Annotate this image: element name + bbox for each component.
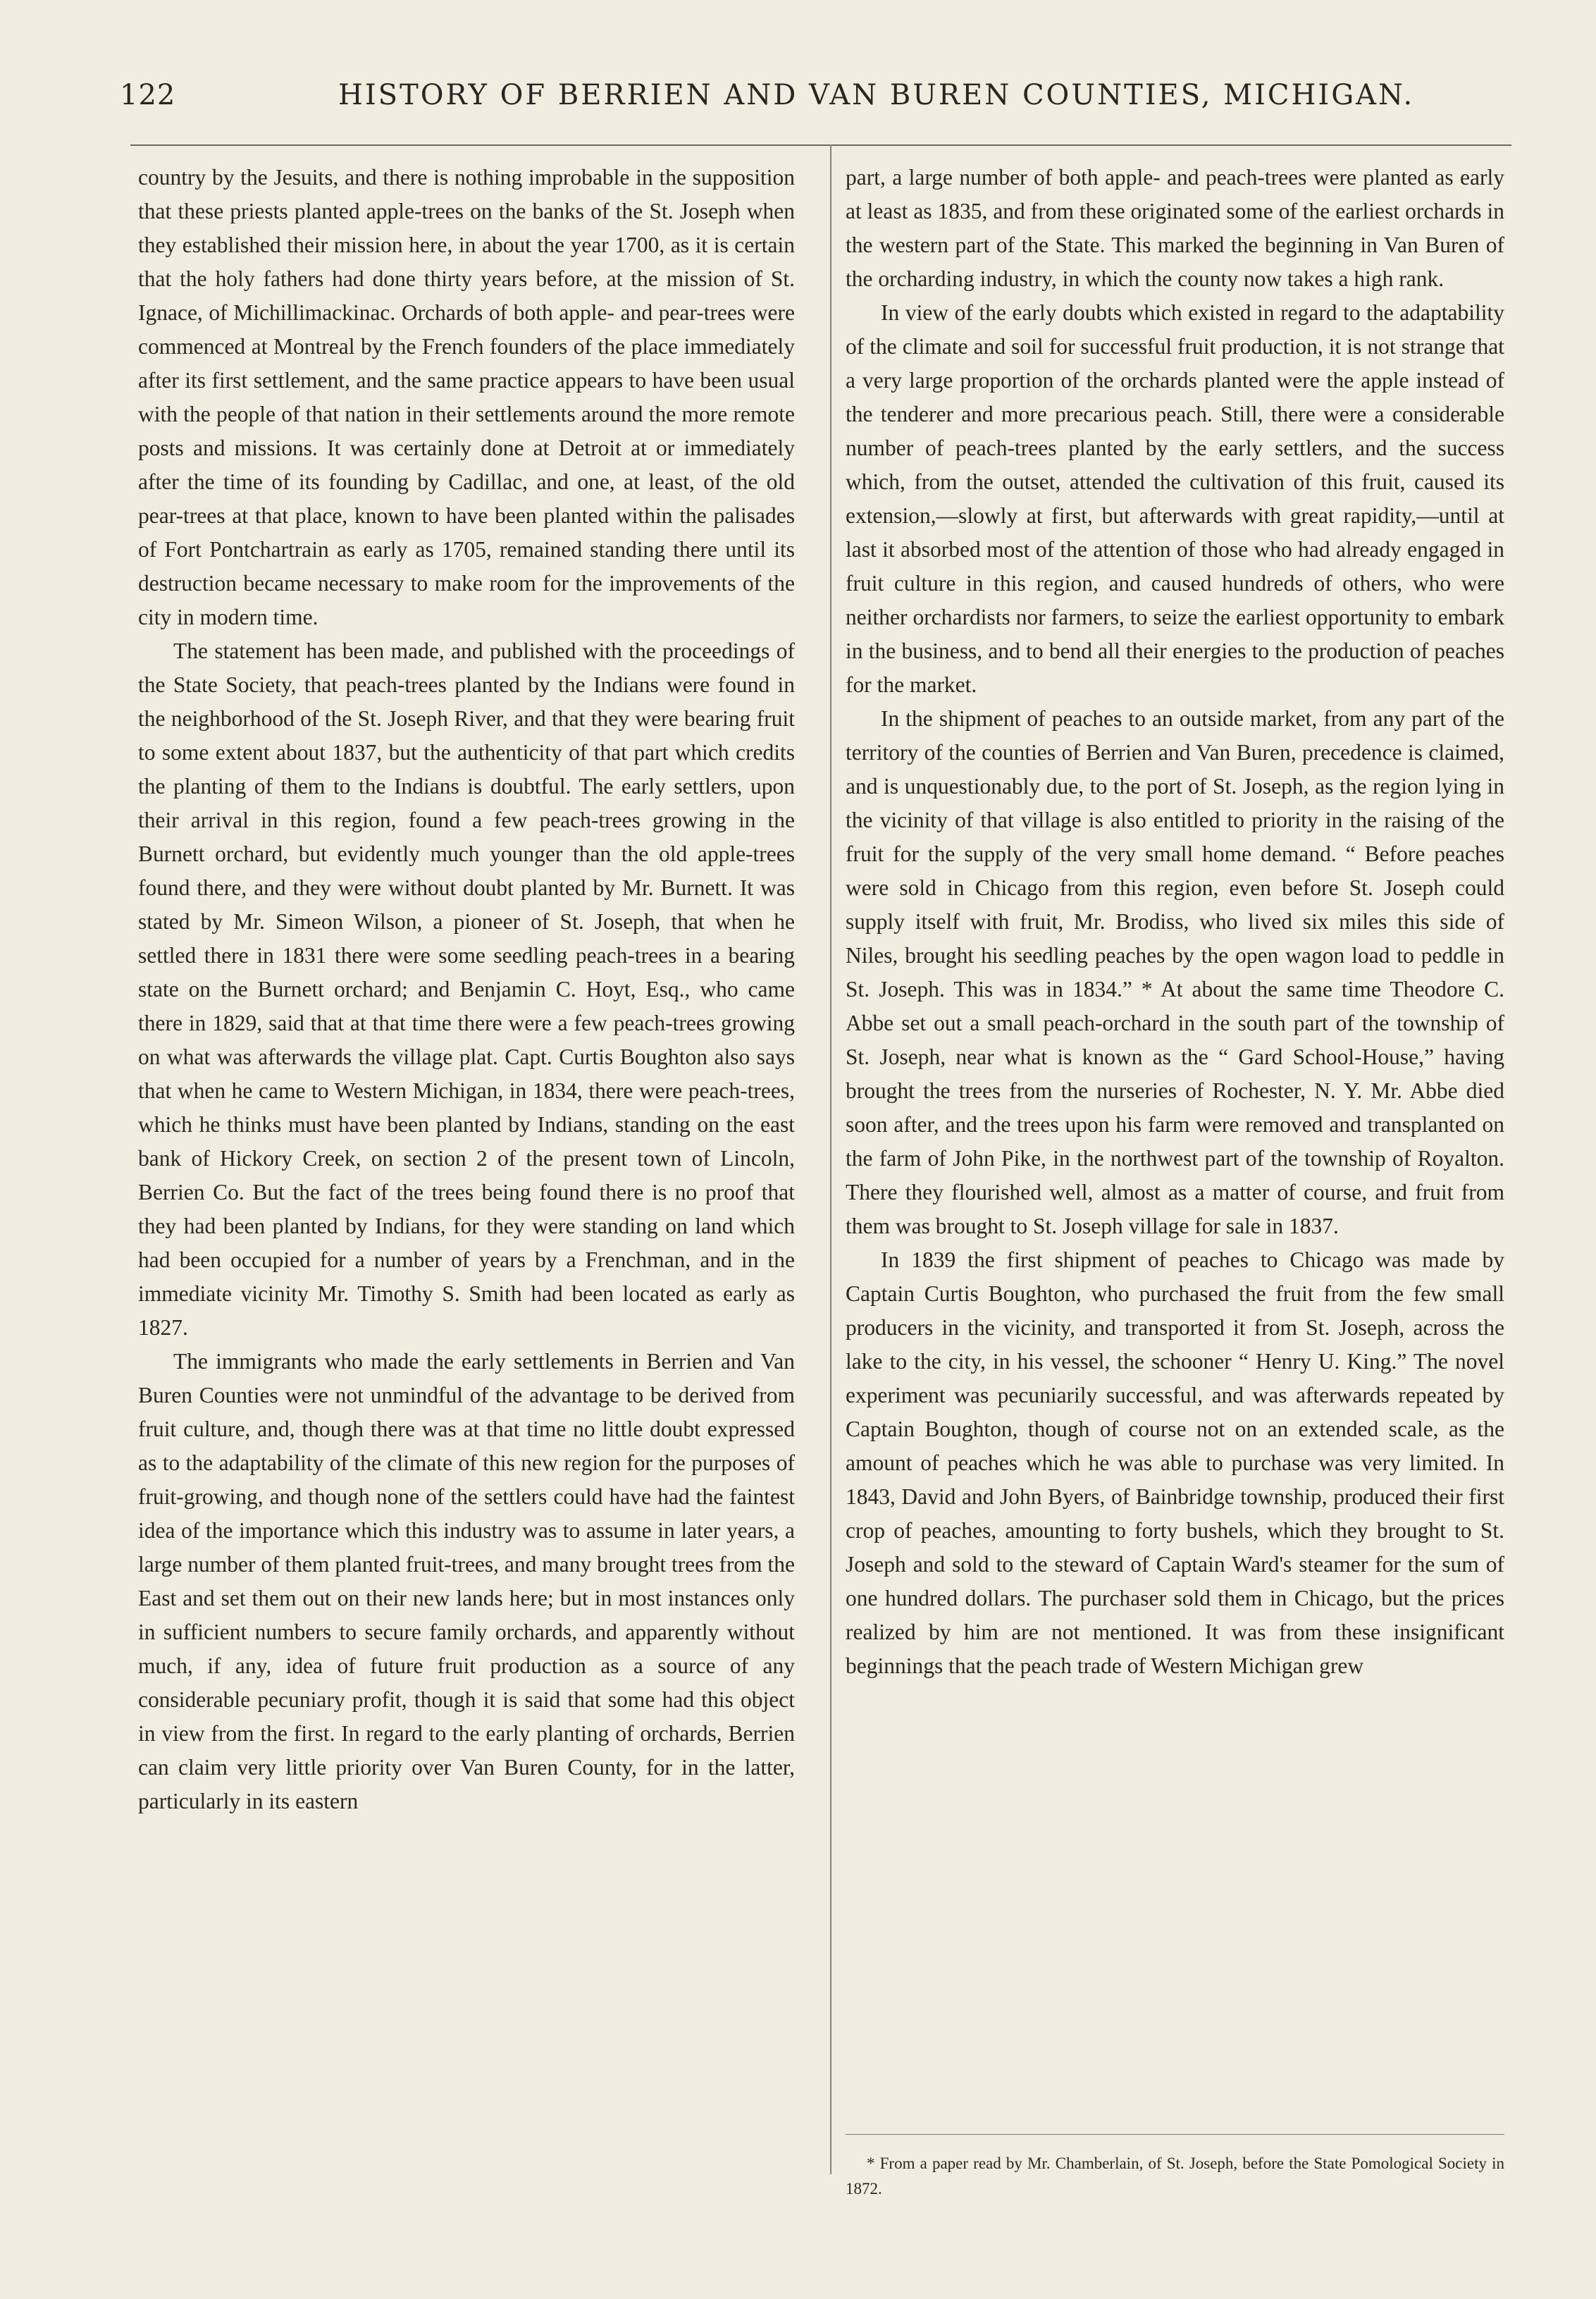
body-paragraph: country by the Jesuits, and there is nothing improbable in the supposition that these priests planted apple-trees on the banks of the St. Joseph when they established their mission here, in about the year 1700, as it is certain that the holy fathers had done thirty years before, at the mission of St. Ignace, of Michillimackinac. Orchards of both apple- and pear-trees were commenced at Montreal by the French founders of the place immediately after its first settlement, and the same practice appears to have been usual with the people of that nation in their settlements around the more remote posts and missions. It was certainly done at Detroit at or immediately after the time of its founding by Cadillac, and one, at least, of the old pear-trees at that place, known to have been planted within the palisades of Fort Pontchartrain as early as 1705, remained standing there until its destruction became necessary to make room for the improvements of the city in modern time. [138, 165, 795, 629]
body-paragraph: In the shipment of peaches to an outside market, from any part of the territory of the counties of Berrien and Van Buren, precedence is claimed, and is unquestionably due, to the port of St. Joseph, as the region lying in the vicinity of that village is also entitled to priority in the raising of the fruit for the supply of the very small home demand. “ Before peaches were sold in Chicago from this region, even before St. Joseph could supply itself with fruit, Mr. Brodiss, who lived six miles this side of Niles, brought his seedling peaches by the open wagon load to peddle in St. Joseph. This was in 1834.” * At about the same time Theodore C. Abbe set out a small peach-orchard in the south part of the township of St. Joseph, near what is known as the “ Gard School-House,” having brought the trees from the nurseries of Rochester, N. Y. Mr. Abbe died soon after, and the trees upon his farm were removed and transplanted on the farm of John Pike, in the northwest part of the township of Royalton. There they flourished well, almost as a matter of course, and fruit from them was brought to St. Joseph village for sale in 1837. [846, 706, 1504, 1238]
column-divider [830, 144, 831, 2174]
left-column [138, 161, 795, 1818]
right-column [846, 161, 1504, 1683]
page-number: 122 [120, 79, 176, 111]
body-paragraph: part, a large number of both apple- and peach-trees were planted as early at least as 1835, and from these originated some of the earliest orchards in the western part of the State. This marked the beginning in Van Buren of the orcharding industry, in which the county now takes a high rank. [846, 165, 1504, 291]
running-title: HISTORY OF BERRIEN AND VAN BUREN COUNTIES, MICHIGAN. [338, 79, 1415, 111]
body-paragraph: The immigrants who made the early settlements in Berrien and Van Buren Counties were not unmindful of the advantage to be derived from fruit culture, and, though there was at that time no little doubt expressed as to the adaptability of the climate of this new region for the purposes of fruit-growing, and though none of the settlers could have had the faintest idea of the importance which this industry was to assume in later years, a large number of them planted fruit-trees, and many brought trees from the East and set them out on their new lands here; but in most instances only in sufficient numbers to secure family orchards, and apparently without much, if any, idea of future fruit production as a source of any considerable pecuniary profit, though it is said that some had this object in view from the first. In regard to the early planting of orchards, Berrien can claim very little priority over Van Buren County, for in the latter, particularly in its eastern [138, 1349, 795, 1813]
body-paragraph: In view of the early doubts which existed in regard to the adaptability of the climate and soil for successful fruit production, it is not strange that a very large proportion of the orchards planted were the apple instead of the tenderer and more precarious peach. Still, there were a considerable number of peach-trees planted by the early settlers, and the success which, from the outset, attended the cultivation of this fruit, caused its extension,—slowly at first, but afterwards with great rapidity,—until at last it absorbed most of the attention of those who had already engaged in fruit culture in this region, and caused hundreds of others, who were neither orchardists nor farmers, to seize the earliest opportunity to embark in the business, and to bend all their energies to the production of peaches for the market. [846, 300, 1504, 697]
body-paragraph: The statement has been made, and published with the proceedings of the State Society, that peach-trees planted by the Indians were found in the neighborhood of the St. Joseph River, and that they were bearing fruit to some extent about 1837, but the authenticity of that part which credits the planting of them to the Indians is doubtful. The early settlers, upon their arrival in this region, found a few peach-trees growing in the Burnett orchard, but evidently much younger than the old apple-trees found there, and they were without doubt planted by Mr. Burnett. It was stated by Mr. Simeon Wilson, a pioneer of St. Joseph, that when he settled there in 1831 there were some seedling peach-trees in a bearing state on the Burnett orchard; and Benjamin C. Hoyt, Esq., who came there in 1829, said that at that time there were a few peach-trees growing on what was afterwards the village plat. Capt. Curtis Boughton also says that when he came to Western Michigan, in 1834, there were peach-trees, which he thinks must have been planted by Indians, standing on the east bank of Hickory Creek, on section 2 of the present town of Lincoln, Berrien Co. But the fact of the trees being found there is no proof that they had been planted by Indians, for they were standing on land which had been occupied for a number of years by a Frenchman, and in the immediate vicinity Mr. Timothy S. Smith had been located as early as 1827. [138, 639, 795, 1340]
footnote-rule [846, 2134, 1504, 2135]
page-header [120, 79, 1415, 121]
body-paragraph: In 1839 the first shipment of peaches to Chicago was made by Captain Curtis Boughton, who purchased the fruit from the few small producers in the vicinity, and transported it from St. Joseph, across the lake to the city, in his vessel, the schooner “ Henry U. King.” The novel experiment was pecuniarily successful, and was afterwards repeated by Captain Boughton, though of course not on an extended scale, as the amount of peaches which he was able to purchase was very limited. In 1843, David and John Byers, of Bainbridge township, produced their first crop of peaches, amounting to forty bushels, which they brought to St. Joseph and sold to the steward of Captain Ward's steamer for the sum of one hundred dollars. The purchaser sold them in Chicago, but the prices realized by him are not mentioned. It was from these insignificant beginnings that the peach trade of Western Michigan grew [846, 1247, 1504, 1678]
footnote: * From a paper read by Mr. Chamberlain, of St. Joseph, before the State Pomological Society in 1872. [846, 2155, 1504, 2198]
header-rule [130, 144, 1511, 146]
